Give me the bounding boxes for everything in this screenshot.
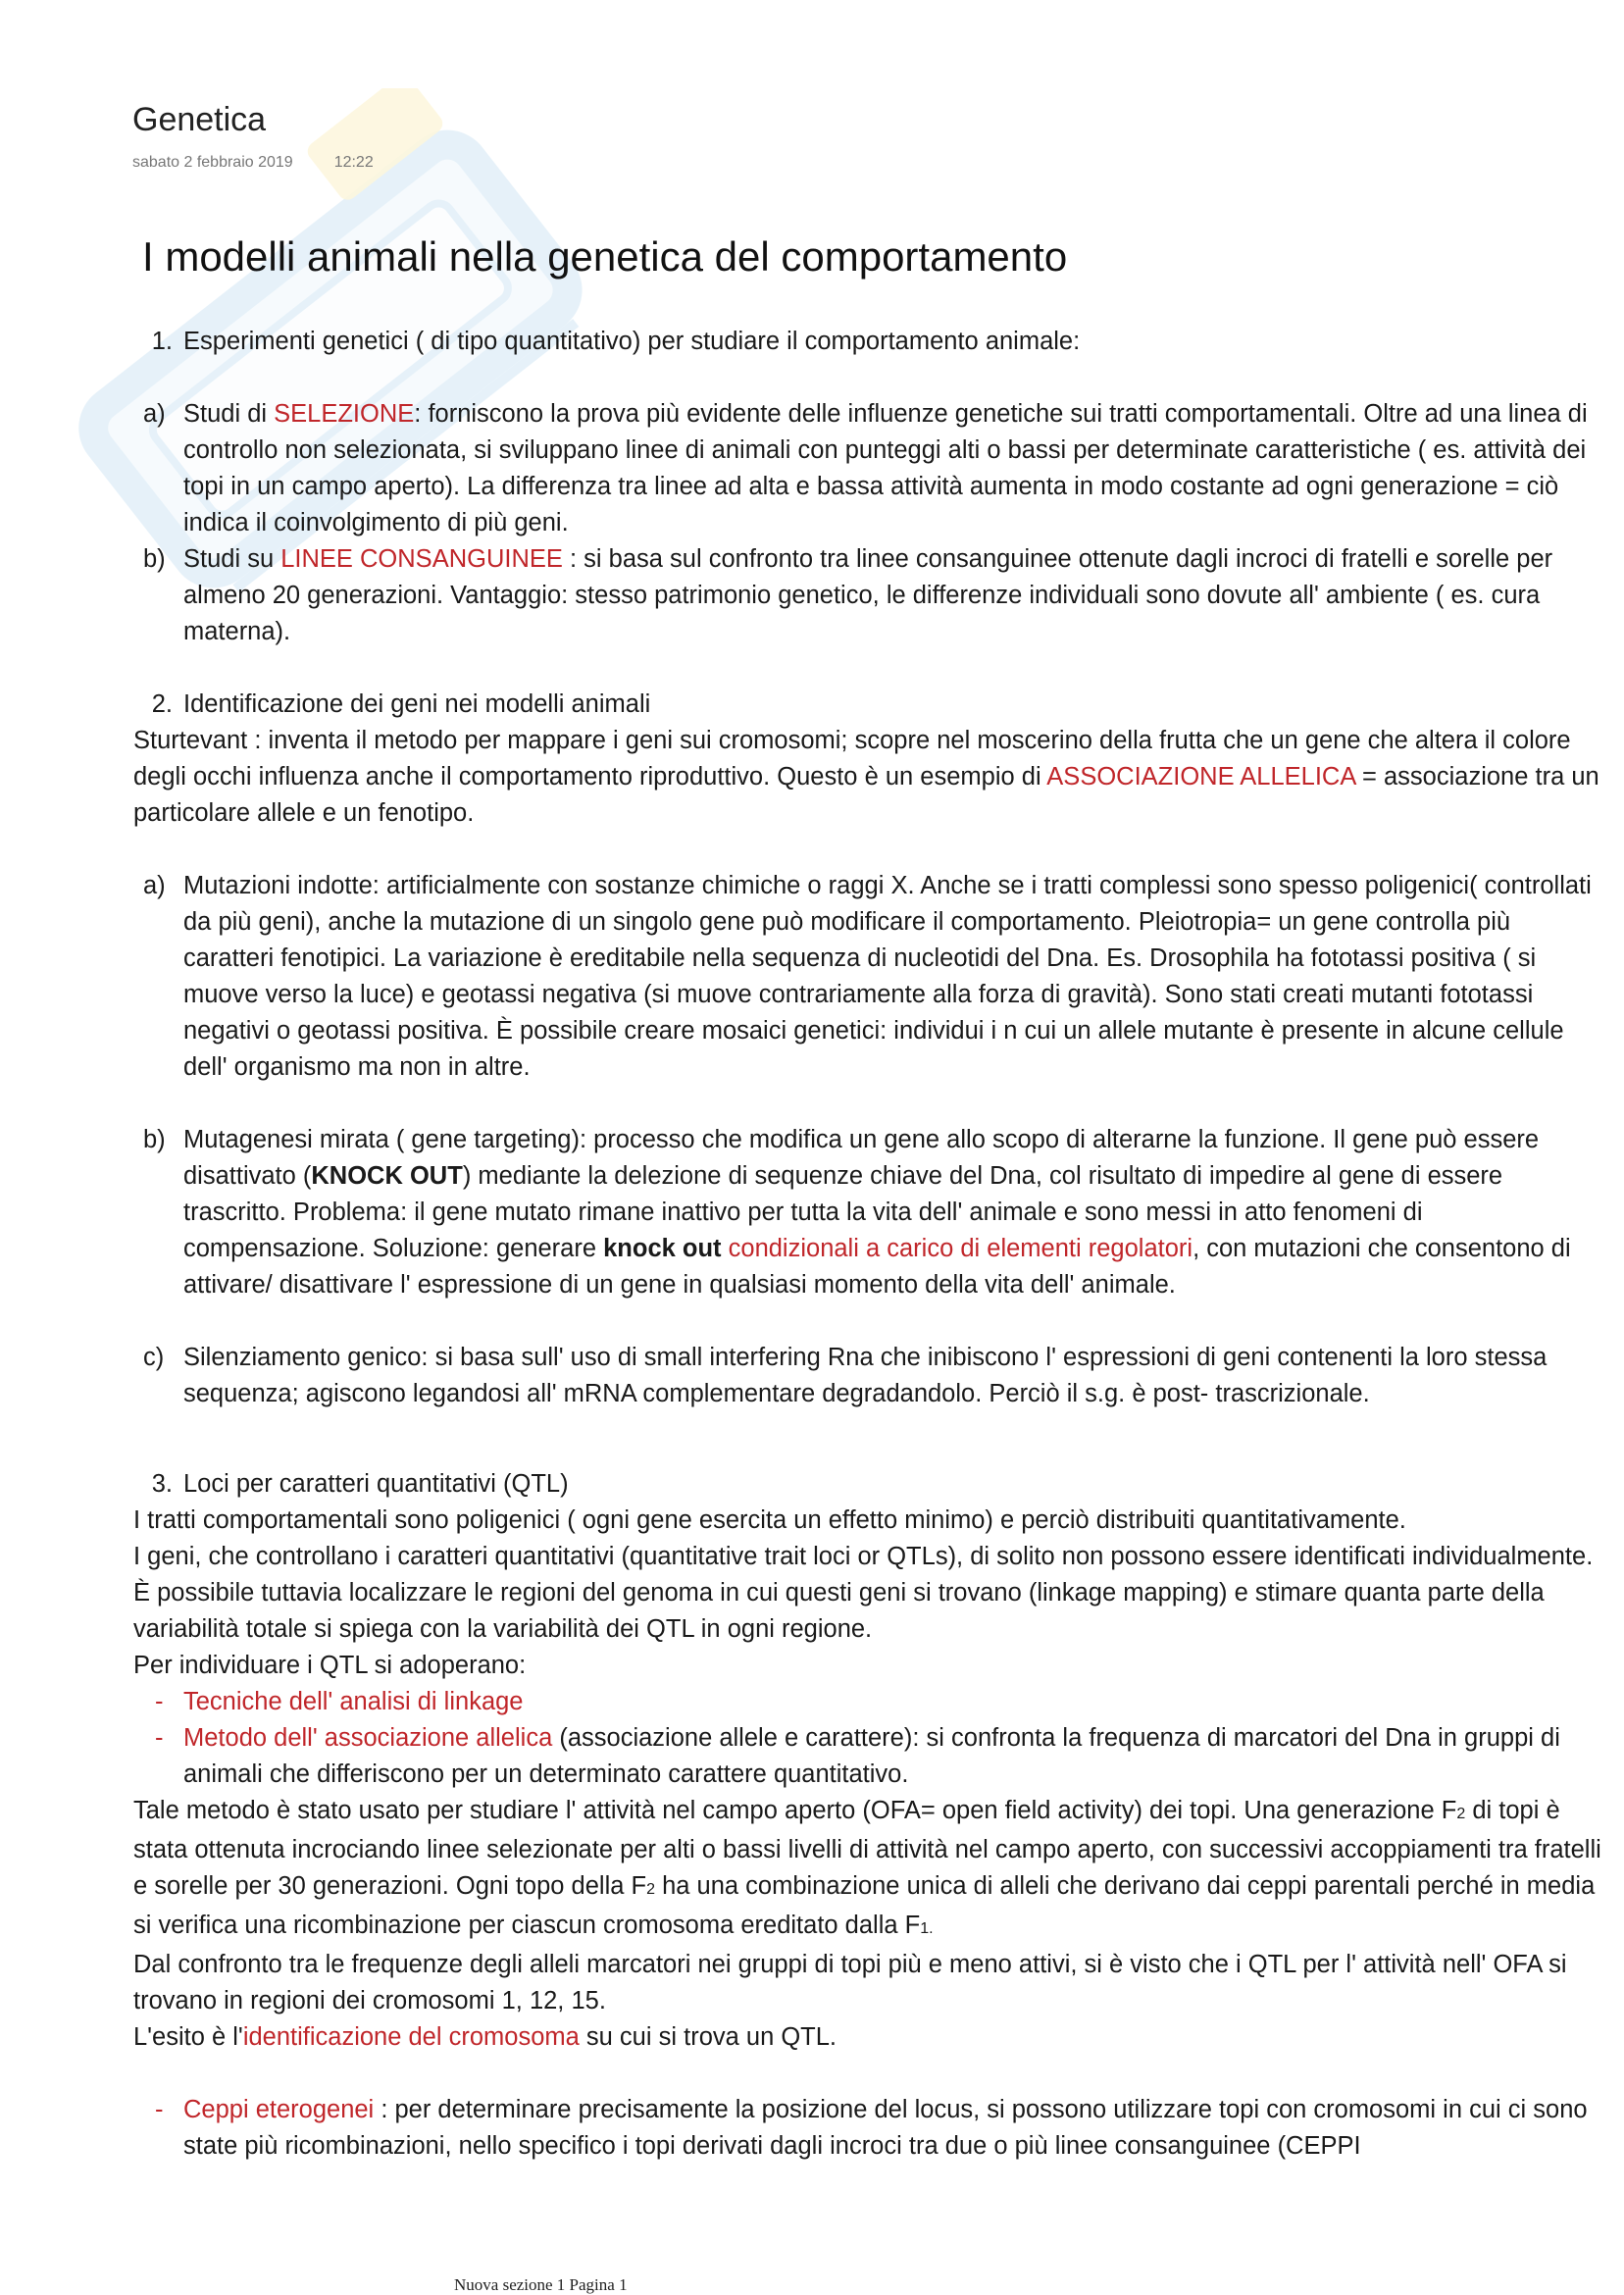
section-2-title (133, 687, 1604, 723)
paragraph-sturtevant (133, 723, 1604, 832)
list-marker: b) (143, 1126, 166, 1153)
subscript: 2 (1456, 1806, 1466, 1822)
subscript: 1. (920, 1920, 934, 1937)
paragraph: Dal confronto tra le frequenze degli alleli marcatori nei gruppi di topi più e meno attivi, si è visto che i QTL per l' attività nell' OFA si trovano in regioni dei cromosomi 1, 12, 15. (133, 1951, 1567, 2014)
text: Tale metodo è stato usato per studiare l' attività nel campo aperto (OFA= open field activity) dei topi. Una generazione F (133, 1797, 1457, 1824)
bold-text: KNOCK OUT (311, 1162, 463, 1190)
keyword: ASSOCIAZIONE ALLELICA (1046, 763, 1355, 790)
list-number: 3. (151, 1470, 173, 1498)
list-item-2c (133, 1340, 1604, 1412)
list-number: 1. (151, 328, 173, 355)
list-number: 2. (151, 690, 173, 718)
section-3-title (133, 1466, 1604, 1503)
paragraph: È possibile tuttavia localizzare le regioni del genoma in cui questi geni si trovano (linkage mapping) e stimare quanta parte della variabilità totale si spiega con la variabilità dei QTL in ogni regione. (133, 1579, 1545, 1643)
page-time: 12:22 (333, 154, 374, 171)
keyword: SELEZIONE (274, 400, 415, 428)
text: Studi di (183, 400, 275, 428)
text: (associazione allele e carattere): si confronta la frequenza di marcatori del Dna in gruppi di animali che differiscono per un determinato carattere quantitativo. (183, 1724, 1560, 1788)
keyword: LINEE CONSANGUINEE (280, 545, 570, 573)
text: Mutagenesi mirata ( gene targeting): processo che modifica un gene allo scopo di alterarne la funzione. Il gene può essere disattivato ( (183, 1126, 1540, 1190)
subscript: 2 (646, 1881, 655, 1898)
bold-text: knock out (603, 1235, 722, 1262)
dash-marker: - (155, 1724, 164, 1752)
document-body (133, 324, 1604, 2165)
page-date: sabato 2 febbraio 2019 (132, 154, 293, 171)
page-meta (132, 154, 374, 172)
list-item-1b (133, 541, 1604, 650)
text: = associazione tra un particolare allele e un fenotipo. (133, 763, 1599, 827)
document-heading: I modelli animali nella genetica del comportamento (142, 233, 1068, 280)
text: Sturtevant : inventa il metodo per mappare i geni sui cromosomi; scopre nel moscerino della frutta che un gene che altera il colore degli occhi influenza anche il comportamento riproduttivo. Questo è un esempio di (133, 727, 1571, 790)
text: Studi su (183, 545, 281, 573)
paragraph-ofa (133, 1793, 1604, 1947)
section-1-title (133, 324, 1604, 360)
dash-marker: - (155, 1688, 164, 1715)
text: L'esito è l' (133, 2023, 243, 2051)
dash-item-ceppi (133, 2092, 1604, 2165)
text: ha una combinazione unica di alleli che derivano dai ceppi parentali perché in media si verifica una ricombinazione per ciascun cromosoma ereditato dalla F (133, 1872, 1596, 1939)
text: di topi è stata ottenuta incrociando linee selezionate per alti o bassi livelli di attività nel campo aperto, con successivi accoppiamenti tra fratelli e sorelle per 30 generazioni. Ogni topo della F (133, 1797, 1601, 1900)
keyword: Metodo dell' associazione allelica (183, 1724, 553, 1752)
dash-item-linkage (133, 1684, 1604, 1720)
keyword: Tecniche dell' analisi di linkage (183, 1688, 524, 1715)
section-title-text: Identificazione dei geni nei modelli animali (183, 690, 651, 718)
keyword: condizionali a carico di elementi regolatori (721, 1235, 1193, 1262)
list-marker: a) (143, 872, 166, 899)
text: su cui si trova un QTL. (579, 2023, 837, 2051)
paragraph: I tratti comportamentali sono poligenici ( ogni gene esercita un effetto minimo) e perciò distribuiti quantitativamente. (133, 1506, 1406, 1534)
section-title-text: Loci per caratteri quantitativi (QTL) (183, 1470, 569, 1498)
text: Mutazioni indotte: artificialmente con sostanze chimiche o raggi X. Anche se i tratti complessi sono spesso poligenici( controllati da più geni), anche la mutazione di un singolo gene può modificare il comportamento. Pleiotropia= un gene controlla più caratteri fenotipici. La variazione è ereditabile nella sequenza di nucleotidi del Dna. Es. Drosophila ha fototassi positiva ( si muove verso la luce) e geotassi negativa (si muove contrariamente alla forza di gravità). Sono stati creati mutanti fototassi negativi o geotassi positiva. È possibile creare mosaici genetici: individui i n cui un allele mutante è presente in alcune cellule dell' organismo ma non in altre. (183, 872, 1592, 1081)
list-marker: a) (143, 400, 166, 428)
text: : forniscono la prova più evidente delle influenze genetiche sui tratti comportamentali. Oltre ad una linea di controllo non selezionata, si sviluppano linee di animali con punteggi alti o bassi per determinate caratteristiche ( es. attività dei topi in un campo aperto). La differenza tra linee ad alta e bassa attività aumenta in modo costante ad ogni generazione = ciò indica il coinvolgimento di più geni. (183, 400, 1588, 536)
page-title: Genetica (132, 101, 267, 138)
text: ) mediante la delezione di sequenze chiave del Dna, col risultato di impedire al gene di essere trascritto. Problema: il gene mutato rimane inattivo per tutta la vita dell' animale e sono messi in atto fenomeni di compensazione. Soluzione: generare (183, 1162, 1503, 1262)
paragraph-outcome (133, 2019, 1604, 2056)
list-marker: b) (143, 545, 166, 573)
text: : per determinare precisamente la posizione del locus, si possono utilizzare topi con cromosomi in cui ci sono state più ricombinazioni, nello specifico i topi derivati dagli incroci tra due o più linee consanguinee (CEPPI (183, 2096, 1588, 2160)
paragraph: Per individuare i QTL si adoperano: (133, 1652, 527, 1679)
text: Silenziamento genico: si basa sull' uso di small interfering Rna che inibiscono l' espressioni di geni contenenti la loro stessa sequenza; agiscono legandosi all' mRNA complementare degradandolo. Perciò il s.g. è post- trascrizionale. (183, 1344, 1548, 1407)
list-item-2a (133, 868, 1604, 1086)
text: : si basa sul confronto tra linee consanguinee ottenute dagli incroci di fratelli e sorelle per almeno 20 generazioni. Vantaggio: stesso patrimonio genetico, le differenze individuali sono dovute all' ambiente ( es. cura materna). (183, 545, 1553, 645)
paragraph: I geni, che controllano i caratteri quantitativi (quantitative trait loci or QTLs), di solito non possono essere identificati individualmente. (133, 1543, 1594, 1570)
keyword: Ceppi eterogenei (183, 2096, 381, 2123)
dash-item-association (133, 1720, 1604, 1793)
list-item-2b (133, 1122, 1604, 1303)
section-title-text: Esperimenti genetici ( di tipo quantitativo) per studiare il comportamento animale: (183, 328, 1081, 355)
keyword: identificazione del cromosoma (242, 2023, 580, 2051)
dash-marker: - (155, 2096, 164, 2123)
text: , con mutazioni che consentono di attivare/ disattivare l' espressione di un gene in qualsiasi momento della vita dell' animale. (183, 1235, 1571, 1299)
list-item-1a (133, 396, 1604, 541)
page-footer: Nuova sezione 1 Pagina 1 (454, 2275, 628, 2294)
list-marker: c) (143, 1344, 165, 1371)
